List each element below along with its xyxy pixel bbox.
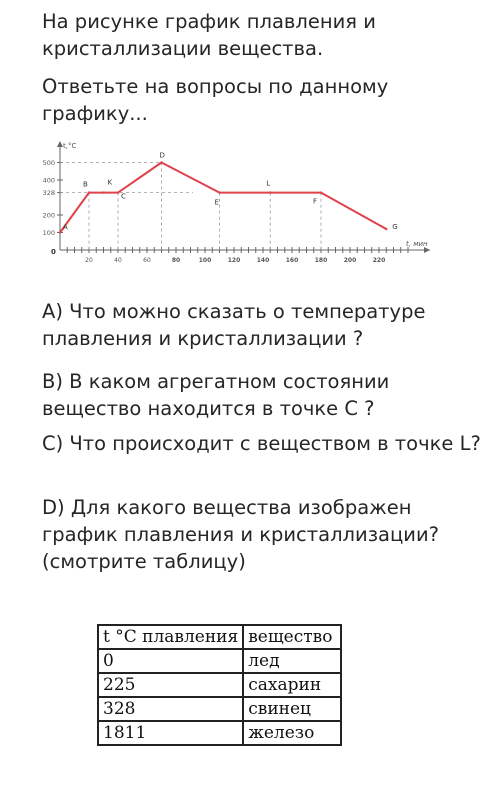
data-point [102, 191, 104, 193]
point-label: G [392, 223, 398, 231]
question-b: B) В каком агрегатном состоянии вещество находится в точке C ? [42, 370, 390, 420]
x-tick-label: 20 [85, 257, 93, 264]
data-point [218, 191, 220, 193]
y-tick-label: 200 [42, 211, 55, 220]
data-point [269, 191, 271, 193]
table-cell: 328 [98, 697, 243, 721]
y-tick-label: 500 [42, 159, 55, 167]
table-cell: сахарин [243, 673, 341, 697]
header-substance: вещество [243, 625, 341, 649]
x-tick-label: 220 [372, 257, 386, 264]
y-axis-label: t,°C [63, 142, 77, 150]
y-tick-label: 328 [42, 189, 55, 198]
point-label: D [159, 151, 165, 160]
point-label: A [63, 223, 68, 232]
x-tick-label: 40 [114, 257, 122, 264]
data-point [88, 191, 90, 193]
y-tick-label: 100 [42, 229, 55, 237]
question-a: A) Что можно сказать о температуре плавления и кристаллизации ? [42, 300, 426, 350]
table-cell: лед [243, 649, 341, 673]
x-axis-label: t, мин [406, 240, 428, 248]
point-label: F [313, 197, 318, 206]
table-row [98, 673, 341, 697]
x-tick-label: 160 [285, 257, 299, 264]
data-point [160, 161, 162, 163]
data-point [59, 231, 61, 233]
table-header-row [98, 625, 341, 649]
x-tick-label: 120 [227, 257, 241, 264]
table-row [98, 649, 341, 673]
table-cell: свинец [243, 697, 341, 721]
x-tick-label: 200 [343, 257, 357, 264]
question-d: D) Для какого вещества изображен график плавления и кристаллизации? (смотрите таблицу) [42, 496, 439, 573]
x-tick-label: 100 [198, 257, 212, 264]
x-tick-label: 140 [256, 257, 270, 264]
x-tick-label: 80 [171, 257, 181, 264]
point-label: E [214, 198, 219, 207]
question-c: C) Что происходит с веществом в точке L? [42, 432, 481, 455]
header-melting-temp: t °С плавления [98, 625, 243, 649]
substance-table [97, 624, 342, 746]
table-row [98, 721, 341, 745]
table-cell: 225 [98, 673, 243, 697]
point-label: L [266, 179, 271, 188]
x-tick-label: 60 [143, 257, 151, 264]
table-cell: 0 [98, 649, 243, 673]
table-cell: 1811 [98, 721, 243, 745]
table-cell: железо [243, 721, 341, 745]
data-point [320, 191, 322, 193]
table-row [98, 697, 341, 721]
point-label: B [83, 180, 88, 189]
origin-label: 0 [51, 248, 56, 256]
instruction-text: Ответьте на вопросы по данному графику... [42, 75, 389, 125]
intro-text: На рисунке график плавления и кристаллизации вещества. [42, 10, 376, 60]
y-tick-label: 400 [42, 176, 55, 185]
curve-segment [321, 193, 386, 229]
curve-segment [118, 163, 162, 193]
point-label: C [121, 192, 126, 201]
curve-segment [162, 163, 220, 193]
data-point [117, 191, 119, 193]
point-label: K [107, 178, 113, 187]
melting-chart [30, 138, 440, 268]
x-tick-label: 180 [314, 257, 328, 264]
data-point [385, 228, 387, 230]
